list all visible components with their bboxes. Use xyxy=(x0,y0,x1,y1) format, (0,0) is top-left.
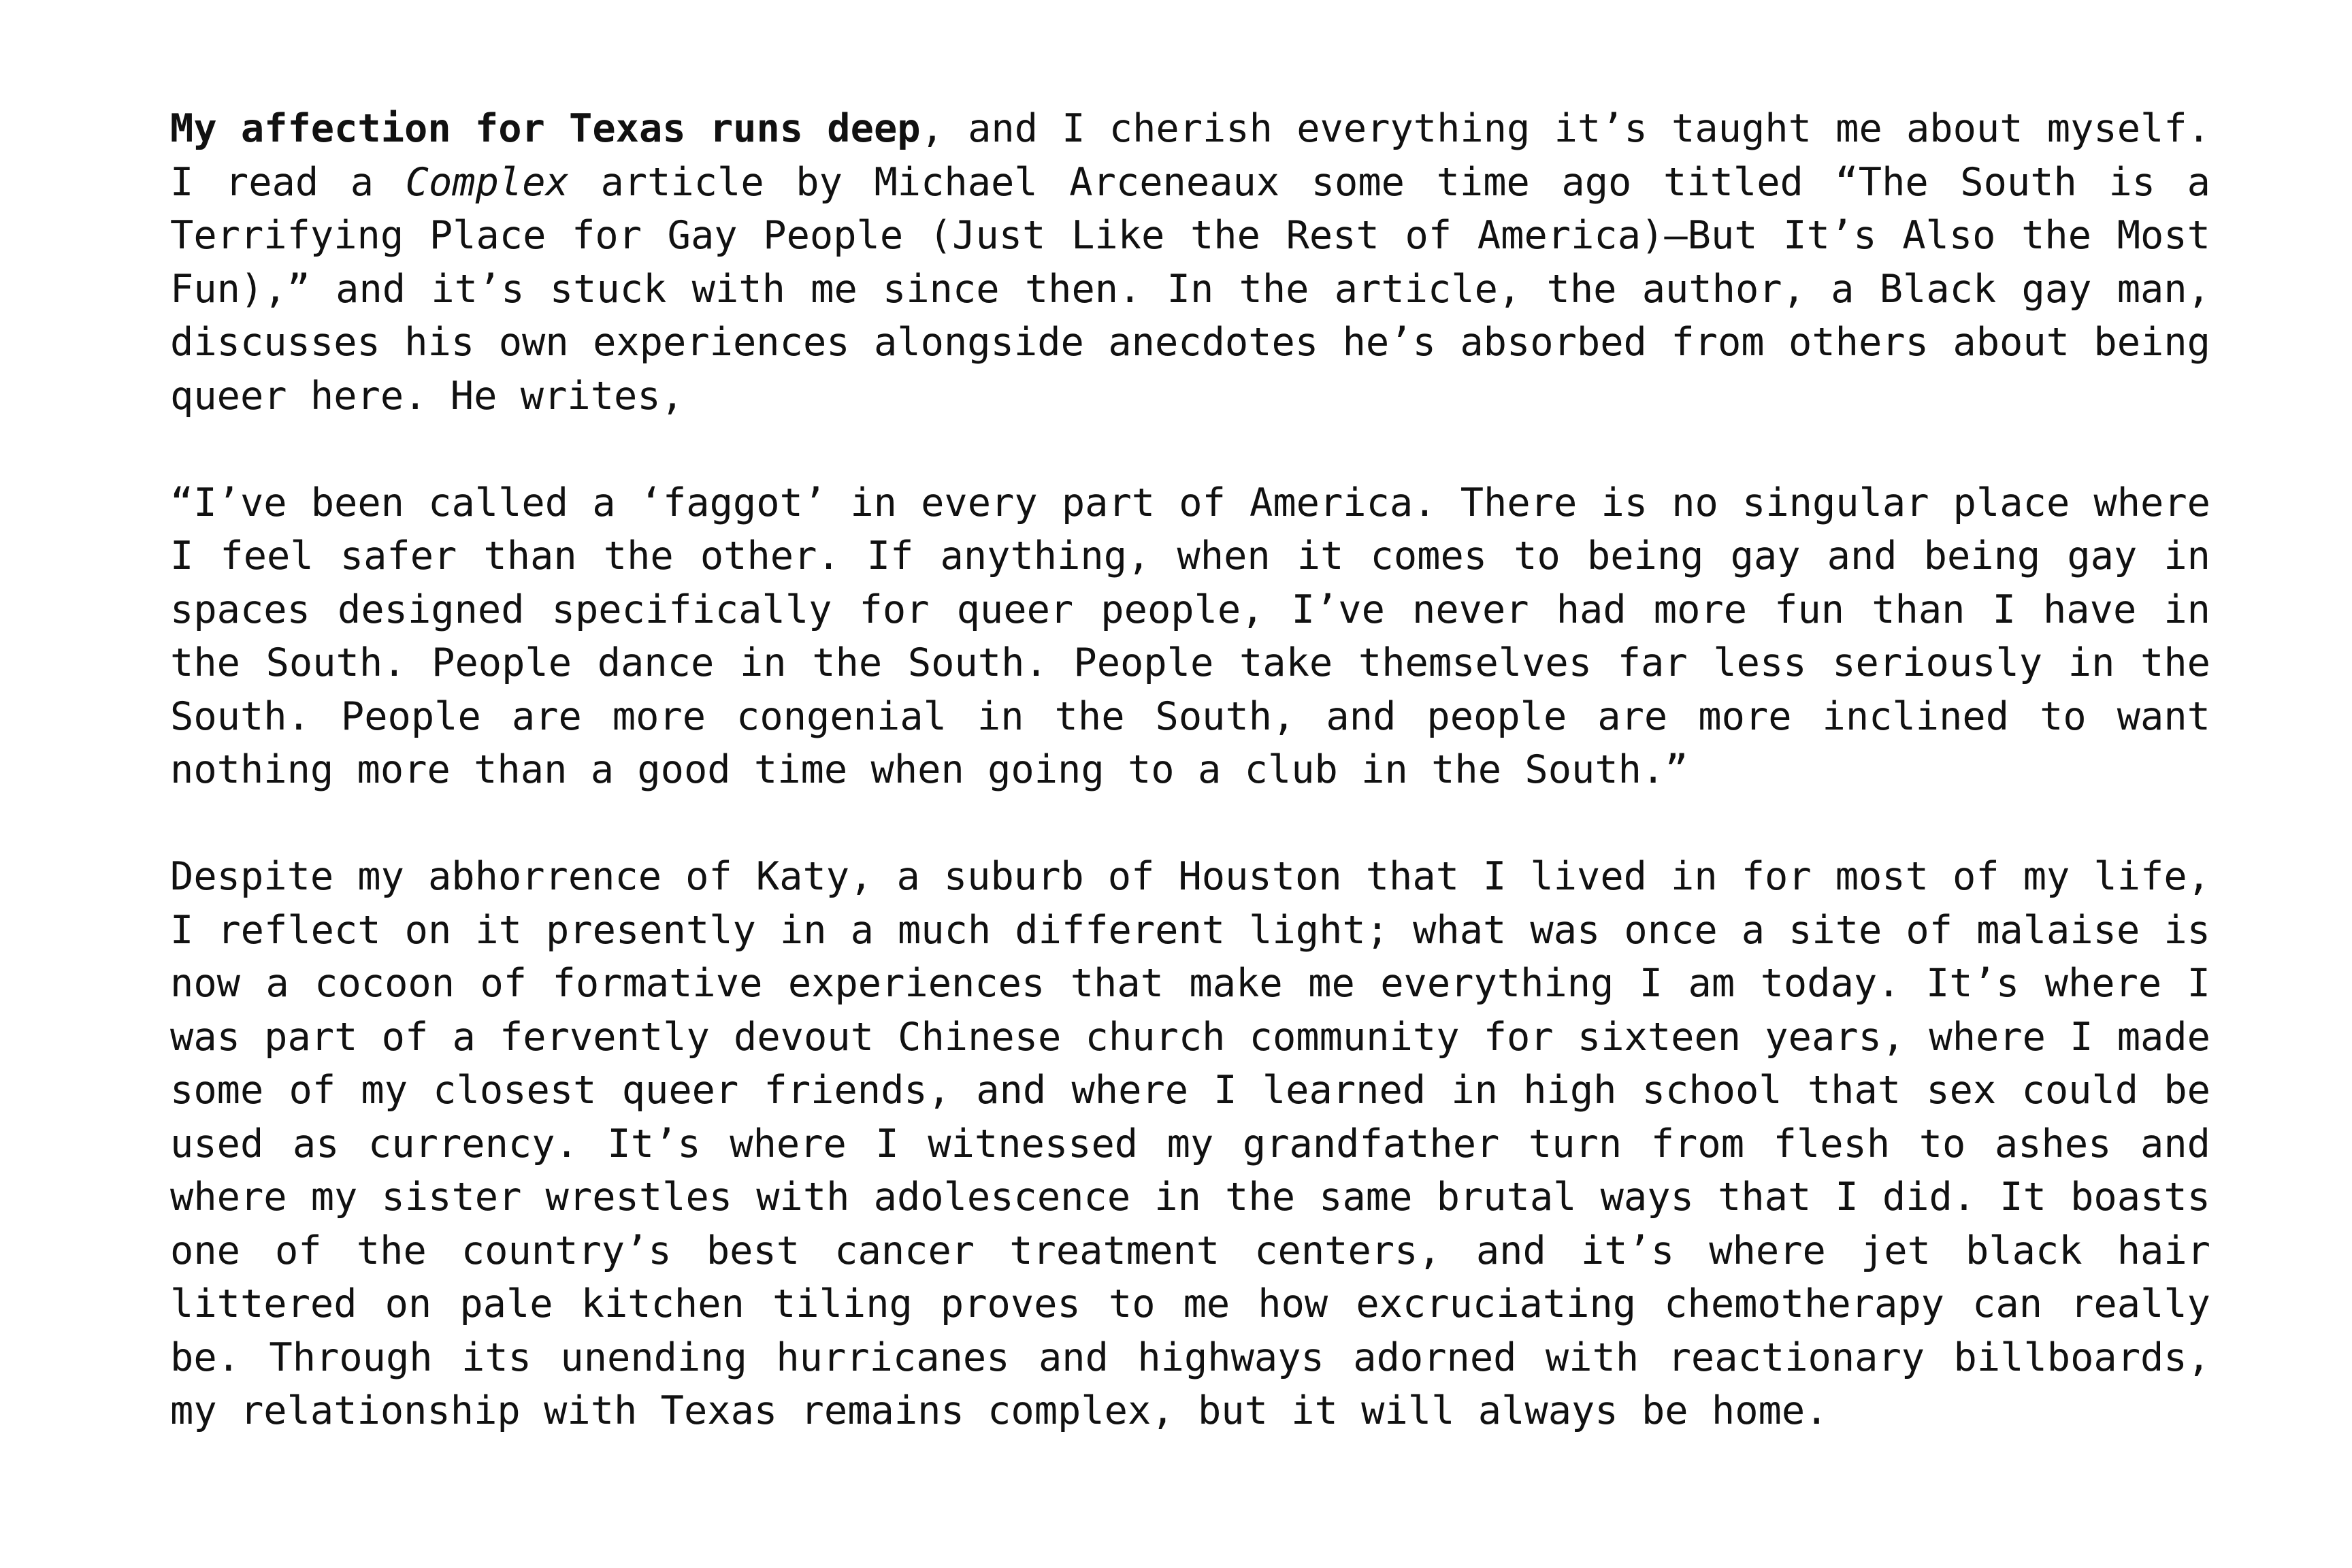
italic-publication-name: Complex xyxy=(405,159,569,205)
paragraph-intro xyxy=(170,102,2210,423)
paragraph-quote: “I’ve been called a ‘faggot’ in every part of America. There is no singular place where I feel safer than the other. If anything, when it comes to being gay and being gay in spaces designed specifically for queer people, I’ve never had more fun than I have in the South. People dance in the South. People take themselves far less seriously in the South. People are more congenial in the South, and people are more inclined to want nothing more than a good time when going to a club in the South.” xyxy=(170,480,2210,792)
document-body xyxy=(170,102,2210,1438)
intro-text-part-1: , and I cherish everything it’s taught me about myself. I read a xyxy=(170,106,2210,205)
paragraph-reflection: Despite my abhorrence of Katy, a suburb of Houston that I lived in for most of my life, I reflect on it presently in a much different light; what was once a site of malaise is now a cocoon of formative experiences that make me everything I am today. It’s where I was part of a fervently devout Chinese church community for sixteen years, where I made some of my closest queer friends, and where I learned in high school that sex could be used as currency. It’s where I witnessed my grandfather turn from flesh to ashes and where my sister wrestles with adolescence in the same brutal ways that I did. It boasts one of the country’s best cancer treatment centers, and it’s where jet black hair littered on pale kitchen tiling proves to me how excruciating chemotherapy can really be. Through its unending hurricanes and highways adorned with reactionary billboards, my relationship with Texas remains complex, but it will always be home. xyxy=(170,854,2210,1433)
bold-lead-phrase: My affection for Texas runs deep xyxy=(170,106,921,151)
intro-text-part-2: article by Michael Arceneaux some time ago titled “The South is a Terrifying Place for Gay People (Just Like the Rest of America)—But It’s Also the Most Fun),” and it’s stuck with me since then. In the article, the author, a Black gay man, discusses his own experiences alongside anecdotes he’s absorbed from others about being queer here. He writes, xyxy=(170,159,2210,419)
